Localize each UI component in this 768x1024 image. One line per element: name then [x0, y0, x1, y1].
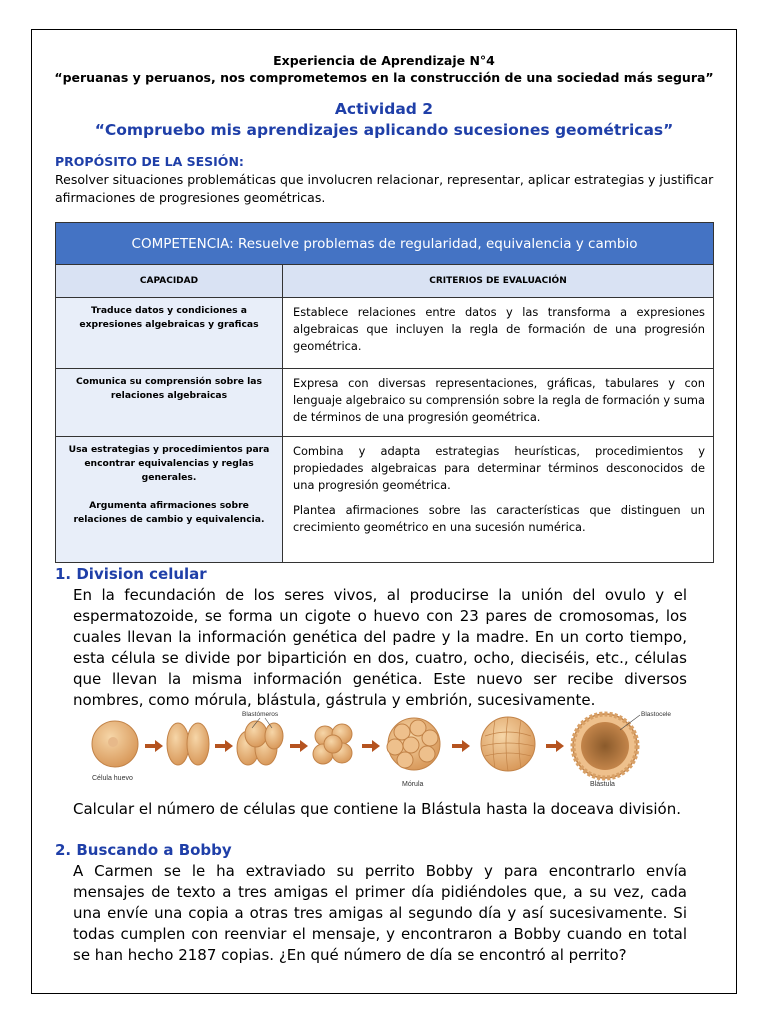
criteria-text: Establece relaciones entre datos y las transforma a expresiones algebraicas que incluyen la regla de formación de una progresión geométrica.	[293, 305, 705, 353]
zygote-cell	[92, 721, 138, 767]
four-cell-stage	[237, 721, 283, 765]
capacity-cell	[56, 437, 283, 563]
section-1-body: En la fecundación de los seres vivos, al producirse la unión del ovulo y el espermatozoide, se forma un cigote o huevo con 23 pares de cromosomas, los cuales llevan la información genética del padre y la madre. En un corto tiempo, esta célula se divide por bipartición en dos, cuatro, ocho, dieciséis, etc., células que llevan la misma información genética. Este nuevo ser recibe diversos nombres, como mórula, blástula, gástrula y embrión, sucesivamente.	[73, 586, 687, 709]
experience-motto: “peruanas y peruanos, nos comprometemos en la construcción de una sociedad más segura”	[54, 70, 714, 85]
purpose-heading: PROPÓSITO DE LA SESIÓN:	[55, 154, 244, 169]
late-morula-stage	[481, 717, 535, 771]
blastula-stage	[573, 714, 637, 778]
column-header-capacidad: CAPACIDAD	[56, 265, 283, 298]
criteria-cell	[283, 437, 714, 563]
capacity-cell	[56, 369, 283, 437]
arrow-icon	[215, 740, 233, 752]
activity-number: Actividad 2	[334, 100, 434, 118]
arrow-icon	[362, 740, 380, 752]
capacity-text: Usa estrategias y procedimientos para encontrar equivalencias y reglas generales.	[68, 444, 270, 483]
criteria-cell	[283, 369, 714, 437]
two-cell-stage	[167, 723, 209, 765]
arrow-icon	[452, 740, 470, 752]
section-2-title: 2. Buscando a Bobby	[55, 841, 232, 859]
label-blastocele: Blastocele	[641, 711, 671, 718]
eight-cell-stage	[313, 724, 352, 764]
capacity-text: Argumenta afirmaciones sobre relaciones de cambio y equivalencia.	[73, 500, 265, 525]
label-morula: Mórula	[402, 781, 424, 786]
label-blastula: Blástula	[590, 781, 615, 786]
capacity-cell	[56, 298, 283, 369]
morula-stage	[387, 718, 440, 770]
capacity-text: Traduce datos y condiciones a expresiones algebraicas y graficas	[79, 305, 259, 330]
competency-header: COMPETENCIA: Resuelve problemas de regularidad, equivalencia y cambio	[56, 223, 714, 265]
table-row	[56, 437, 714, 563]
activity-title: “Compruebo mis aprendizajes aplicando sucesiones geométricas”	[94, 121, 674, 139]
section-1-question: Calcular el número de células que contiene la Blástula hasta la doceava división.	[73, 800, 681, 818]
criteria-text: Plantea afirmaciones sobre las características que distinguen un crecimiento geométrico en una sucesión numérica.	[293, 503, 705, 534]
purpose-text: Resolver situaciones problemáticas que involucren relacionar, representar, aplicar estrategias y justificar afirmaciones de progresiones geométricas.	[55, 172, 714, 205]
capacity-text: Comunica su comprensión sobre las relaciones algebraicas	[76, 376, 262, 401]
section-2-body: A Carmen se le ha extraviado su perrito Bobby y para encontrarlo envía mensajes de texto a tres amigas el primer día pidiéndoles que, a su vez, cada una envíe una copia a otras tres amigas al segundo día y así sucesivamente. Si todas cumplen con reenviar el mensaje, y encontraron a Bobby cuando en total se han hecho 2187 copias. ¿En qué número de día se encontró al perrito?	[73, 862, 687, 964]
criteria-text: Expresa con diversas representaciones, gráficas, tabulares y con lenguaje algebraico su comprensión sobre la regla de formación y suma de términos de una progresión geométrica.	[293, 376, 705, 424]
criteria-text: Combina y adapta estrategias heurísticas, procedimientos y propiedades algebraicas para determinar términos desconocidos de una progresión geométrica.	[293, 444, 705, 492]
label-celula-huevo: Célula huevo	[92, 775, 133, 782]
table-row	[56, 298, 714, 369]
arrow-icon	[145, 740, 163, 752]
competency-table	[55, 222, 714, 563]
section-1-title: 1. Division celular	[55, 565, 207, 583]
arrow-icon	[290, 740, 308, 752]
criteria-cell	[283, 298, 714, 369]
table-row	[56, 369, 714, 437]
label-blastomeros: Blastómeros	[242, 711, 279, 718]
arrow-icon	[546, 740, 564, 752]
column-header-criterios: CRITERIOS DE EVALUACIÓN	[283, 265, 714, 298]
cell-division-figure	[80, 706, 700, 786]
experience-title: Experiencia de Aprendizaje N°4	[273, 53, 495, 68]
